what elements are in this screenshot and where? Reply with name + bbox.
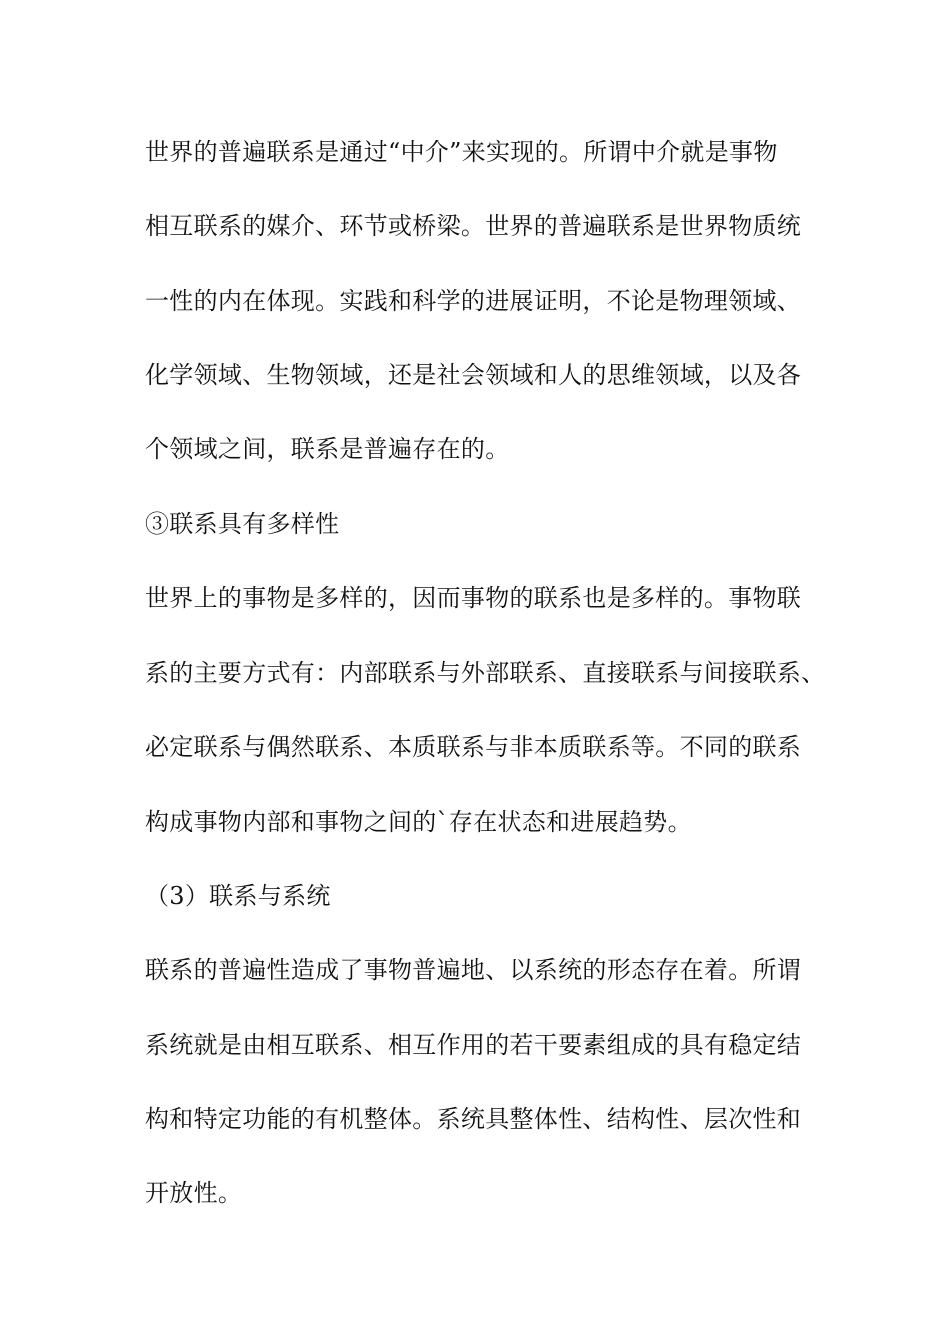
text-line: 系的主要方式有：内部联系与外部联系、直接联系与间接联系、 — [145, 659, 826, 687]
text-line: 一性的内在体现。实践和科学的进展证明，不论是物理领域、 — [145, 287, 802, 315]
text-line: 必定联系与偶然联系、本质联系与非本质联系等。不同的联系 — [145, 733, 802, 761]
text-line: 联系的普遍性造成了事物普遍地、以系统的形态存在着。所谓 — [145, 956, 802, 984]
text-line: 化学领域、生物领域，还是社会领域和人的思维领域，以及各 — [145, 361, 802, 389]
text-line: 开放性。 — [145, 1179, 243, 1207]
text-line: 构和特定功能的有机整体。系统具整体性、结构性、层次性和 — [145, 1105, 802, 1133]
text-line: 系统就是由相互联系、相互作用的若干要素组成的具有稳定结 — [145, 1031, 802, 1059]
section-heading: ③联系具有多样性 — [145, 510, 340, 538]
text-line: 个领域之间，联系是普遍存在的。 — [145, 435, 510, 463]
text-line: 相互联系的媒介、环节或桥梁。世界的普遍联系是世界物质统 — [145, 212, 802, 240]
text-line: 世界上的事物是多样的，因而事物的联系也是多样的。事物联 — [145, 584, 802, 612]
section-heading: （3）联系与系统 — [145, 882, 331, 910]
text-line: 世界的普遍联系是通过“中介”来实现的。所谓中介就是事物 — [145, 138, 778, 166]
text-line: 构成事物内部和事物之间的`存在状态和进展趋势。 — [145, 808, 692, 836]
